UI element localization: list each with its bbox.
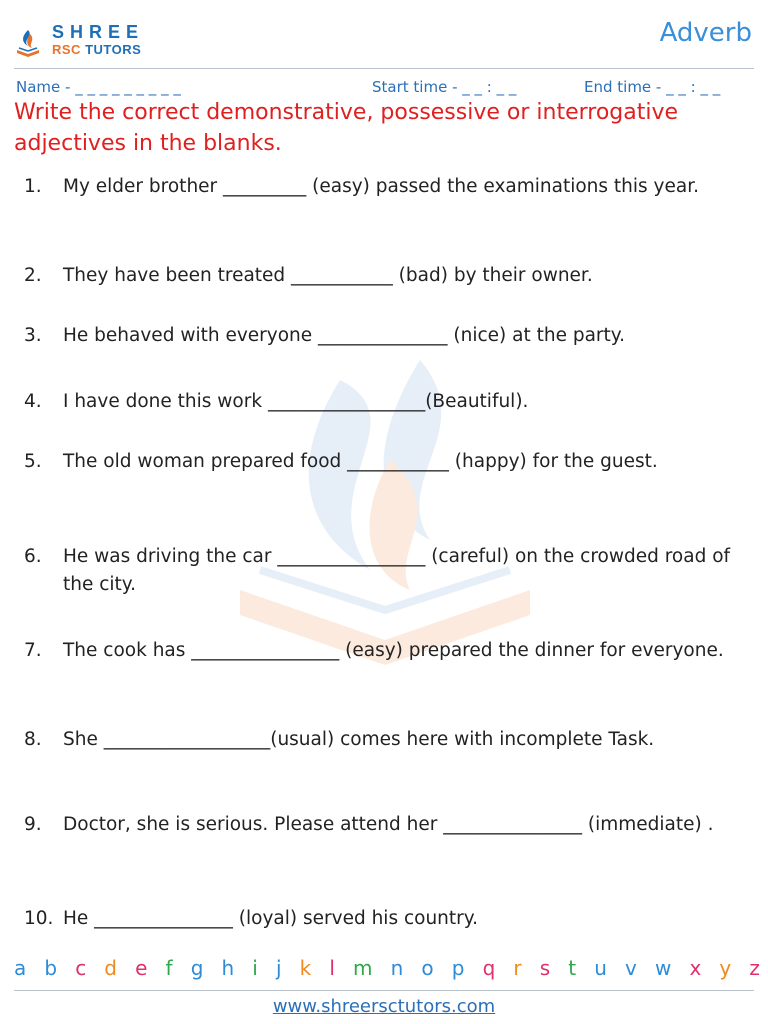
logo-subtitle-suffix: TUTORS [80,42,142,57]
alphabet-letter: s [539,956,551,980]
question-text: He _______________ (loyal) served his country. [63,908,478,929]
alphabet-letter: m [353,956,373,980]
alphabet-letter: n [390,956,404,980]
question-number: 8. [24,729,42,750]
question-number: 1. [24,176,42,197]
question-number: 4. [24,391,42,412]
question-number: 6. [24,546,42,567]
question-number: 2. [24,265,42,286]
alphabet-letter: l [329,956,335,980]
question-text: The cook has ________________ (easy) prepared the dinner for everyone. [63,640,724,661]
logo-subtitle-prefix: RSC [52,42,81,57]
alphabet-letter: d [104,956,117,980]
alphabet-letter: o [421,956,434,980]
question-text: They have been treated ___________ (bad) by their owner. [63,265,593,286]
alphabet-letter: r [513,956,522,980]
question-text: The old woman prepared food ___________ (happy) for the guest. [63,451,658,472]
alphabet-letter: b [44,956,58,980]
alphabet-letter: t [568,956,577,980]
logo-name: SHREE [52,22,145,42]
question-text: My elder brother _________ (easy) passed the examinations this year. [63,176,700,197]
alphabet-letter: a [14,956,27,980]
question-number: 5. [24,451,42,472]
question-text: Doctor, she is serious. Please attend her _______________ (immediate) . [63,814,714,835]
alphabet-letter: e [135,956,148,980]
question-number: 10. [24,908,54,929]
alphabet-letter: i [252,956,258,980]
alphabet-letter: p [451,956,465,980]
alphabet-letter: c [75,956,87,980]
question-text: She __________________(usual) comes here with incomplete Task. [63,729,655,750]
start-time-field: Start time - _ _ : _ _ [372,78,517,96]
alphabet-letter: k [299,956,312,980]
alphabet-strip [14,956,760,980]
alphabet-letter: g [190,956,204,980]
question-text: He behaved with everyone ______________ (nice) at the party. [63,325,625,346]
question-number: 3. [24,325,42,346]
alphabet-letter: v [625,956,637,980]
alphabet-letter: w [654,956,672,980]
question-text: I have done this work _________________(Beautiful). [63,391,529,412]
end-time-field: End time - _ _ : _ _ [584,78,721,96]
alphabet-letter: h [221,956,235,980]
instructions: Write the correct demonstrative, possessive or interrogative adjectives in the blanks. [14,100,679,156]
alphabet-letter: y [719,956,732,980]
alphabet-letter: j [275,956,282,980]
footer-divider [14,990,754,991]
website-link[interactable]: www.shreersctutors.com [272,996,496,1017]
question-number: 7. [24,640,42,661]
question-number: 9. [24,814,42,835]
alphabet-letter: q [482,956,496,980]
alphabet-letter: x [689,956,702,980]
name-field: Name - _ _ _ _ _ _ _ _ _ [16,78,181,96]
alphabet-letter: f [165,956,173,980]
alphabet-letter: z [749,956,760,980]
alphabet-letter: u [594,956,607,980]
question-text: He was driving the car ________________ (careful) on the crowded road of the city. [63,546,731,595]
worksheet-topic: Adverb [659,18,752,48]
